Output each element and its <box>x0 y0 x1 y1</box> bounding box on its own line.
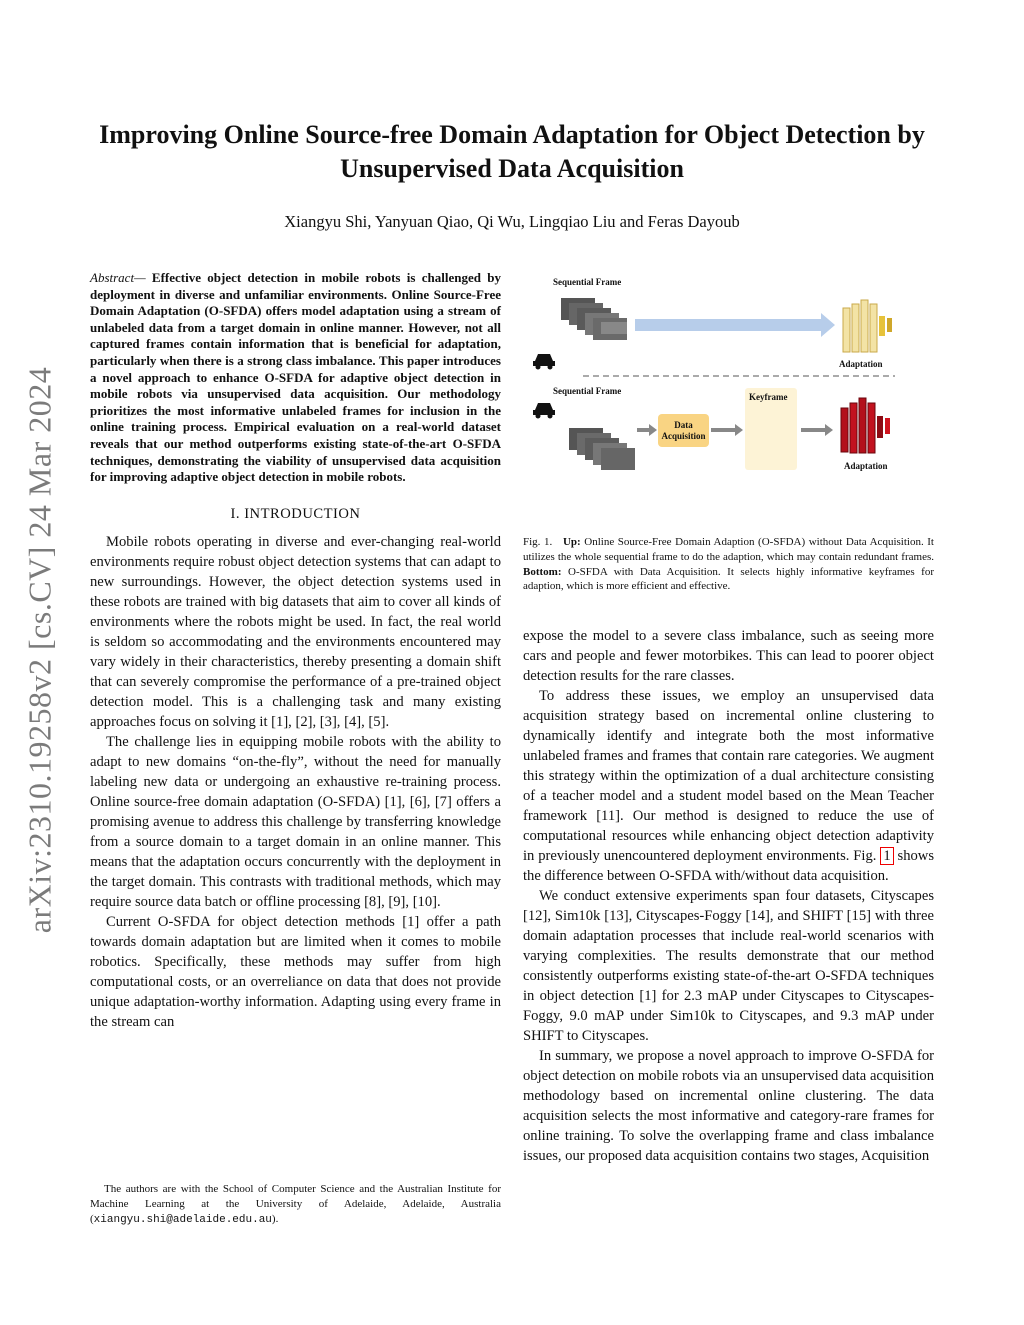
paper-title: Improving Online Source-free Domain Adaptation for Object Detection by Unsupervised Data Acquisition <box>99 120 925 183</box>
intro-paragraph-3: Current O-SFDA for object detection methods [1] offer a path towards domain adaptation but are limited when it comes to mobile robotics. Specifically, these methods may suffer from high computational costs, or an overreliance on data that does not provide unique adaptation-worthy information. Adapting using every frame in the stream can <box>90 913 501 1030</box>
caption-prefix: Fig. 1. <box>523 536 553 548</box>
car-icon-bottom <box>533 403 555 419</box>
keyframe-label: Keyframe <box>749 392 788 402</box>
top-model-icon <box>843 300 892 352</box>
footnote-email: xiangyu.shi@adelaide.edu.au <box>93 1214 272 1226</box>
abstract-label: Abstract <box>90 270 135 285</box>
figure-1-link[interactable]: 1 <box>880 847 893 865</box>
paper-authors: Xiangyu Shi, Yanyuan Qiao, Qi Wu, Lingqiao Liu and Feras Dayoub <box>284 212 740 231</box>
section-heading: I. INTRODUCTION <box>230 505 361 522</box>
bottom-sequential-label: Sequential Frame <box>553 386 622 396</box>
top-sequential-label: Sequential Frame <box>553 277 622 287</box>
abstract-text: Effective object detection in mobile robots is challenged by deployment in diverse and unfamiliar environments. Online Source-Free Domain Adaptation (O-SFDA) offers model adaptation using a stream of unlabeled data from a target domain in online manner. However, not all captured frames contain information that is beneficial for adaptation, particularly when there is a strong class imbalance. This paper introduces a novel approach to enhance O-SFDA for adaptive object detection in mobile robots via unsupervised data acquisition. Our methodology prioritizes the most informative unlabeled frames for inclusion in the online training process. Empirical evaluation on a real-world dataset reveals that our method outperforms existing state-of-the-art O-SFDA techniques, demonstrating the viability of unsupervised data acquisition for improving adaptive object detection in mobile robots. <box>90 270 501 485</box>
figure-diagram <box>523 268 934 483</box>
abstract: Abstract— Effective object detection in mobile robots is challenged by deployment in diverse and unfamiliar environments. Online Source-Free Domain Adaptation (O-SFDA) offers model adaptation using a stream of unlabeled data from a target domain in online manner. However, not all captured frames contain information that is beneficial for adaptation, particularly when there is a strong class imbalance. This paper introduces a novel approach to enhance O-SFDA for adaptive object detection in mobile robots via unsupervised data acquisition. Our methodology prioritizes the most informative unlabeled frames for inclusion in the online training process. Empirical evaluation on a real-world dataset reveals that our method outperforms existing state-of-the-art O-SFDA techniques, demonstrating the viability of unsupervised data acquisition for improving adaptive object detection in mobile robots. <box>90 270 501 485</box>
left-column <box>90 270 501 1032</box>
right-column <box>523 626 934 1166</box>
figure-caption: Fig. 1. Up: Online Source-Free Domain Adaption (O-SFDA) without Data Acquisition. It utilizes the whole sequential frame to do the adaption, which may contain redundant frames. Bottom: O-SFDA with Data Acquisition. It selects highly informative keyframes for adaption, which is more efficient and effective. <box>523 536 934 593</box>
arrow-to-adaptation <box>801 424 833 436</box>
bottom-frame-stack <box>569 428 635 470</box>
right-paragraph-1: expose the model to a severe class imbalance, such as seeing more cars and people and fewer motorbikes. This can lead to poorer object detection results for the rare classes. <box>523 628 934 684</box>
figure-1 <box>523 268 934 483</box>
arrow-to-keyframe <box>711 424 743 436</box>
footnote: The authors are with the School of Computer Science and the Australian Institute for Machine Learning at the University of Adelaide, Adelaide, Australia (xiangyu.shi@adelaide.edu.au). <box>90 1183 501 1226</box>
arxiv-stamp <box>10 350 70 950</box>
arrow-to-acquisition <box>637 424 657 436</box>
right-paragraph-3: We conduct extensive experiments span four datasets, Cityscapes [12], Sim10k [13], Cityscapes-Foggy [14], and SHIFT [15] with three domain adaptation processes that include real-world scenarios with varying complexities. The results demonstrate that our method consistently outperforms existing state-of-the-art O-SFDA techniques in object detection [1] for 2.3 mAP under Cityscapes to Cityscapes-Foggy, 9.0 mAP under Sim10k to Cityscapes, and 9.3 mAP under SHIFT to Cityscapes. <box>523 888 934 1044</box>
right-paragraph-4: In summary, we propose a novel approach to improve O-SFDA for object detection on mobile robots via an unsupervised data acquisition methodology based on incremental online clustering. The data acquisition selects the most informative and category-rare frames for online training. To solve the overlapping frame and class imbalance issues, our proposed data acquisition contains two stages, Acquisition <box>523 1048 934 1164</box>
right-paragraph-2: To address these issues, we employ an unsupervised data acquisition strategy based on incremental online clustering to dynamically identify and integrate both the most informative unlabeled frames and frames that contain rare categories. We augment this strategy within the optimization of a dual architecture consisting of a teacher model and a student model based on the Mean Teacher framework [11]. Our method is designed to reduce the use of computational resources while enhancing object detection adaptivity in previously unencountered deployment environments. Fig. 1 shows the difference between O-SFDA with/without data acquisition. <box>523 688 935 884</box>
data-acquisition-box: Data Acquisition <box>658 414 709 447</box>
top-frame-stack <box>561 298 627 340</box>
bottom-model-icon <box>841 398 890 453</box>
intro-paragraph-1: Mobile robots operating in diverse and ever-changing real-world environments require robust object detection systems that can adapt to new surroundings. However, the object detection systems used in these robots are trained with big datasets that aim to cover all kinds of environments where the robots might be used. In fact, the real world is seldom so accommodating and the environments encountered may vary widely in their characteristics, thereby presenting a domain shift that can severely compromise the performance of a pre-trained object detection model. This is a challenging task and many existing approaches focus on solving it [1], [2], [3], [4], [5]. <box>90 533 501 730</box>
intro-paragraph-2: The challenge lies in equipping mobile robots with the ability to adapt to new domains “on-the-fly”, without the need for manually labeling new data or undergoing an exhaustive re-training process. Online source-free domain adaptation (O-SFDA) [1], [6], [7] offers a promising avenue to address this challenge by transferring knowledge from a source domain to a target domain in an online manner. This means that the adaptation occurs concurrently with the deployment in the target domain. This contrasts with traditional methods, which may require source data batch or offline processing [8], [9], [10]. <box>90 733 501 910</box>
top-adaptation-label: Adaptation <box>839 359 883 369</box>
top-arrow <box>635 313 835 337</box>
bottom-adaptation-label: Adaptation <box>844 461 888 471</box>
car-icon-top <box>533 354 555 370</box>
arxiv-id: arXiv:2310.19258v2 [cs.CV] 24 Mar 2024 <box>21 366 58 934</box>
